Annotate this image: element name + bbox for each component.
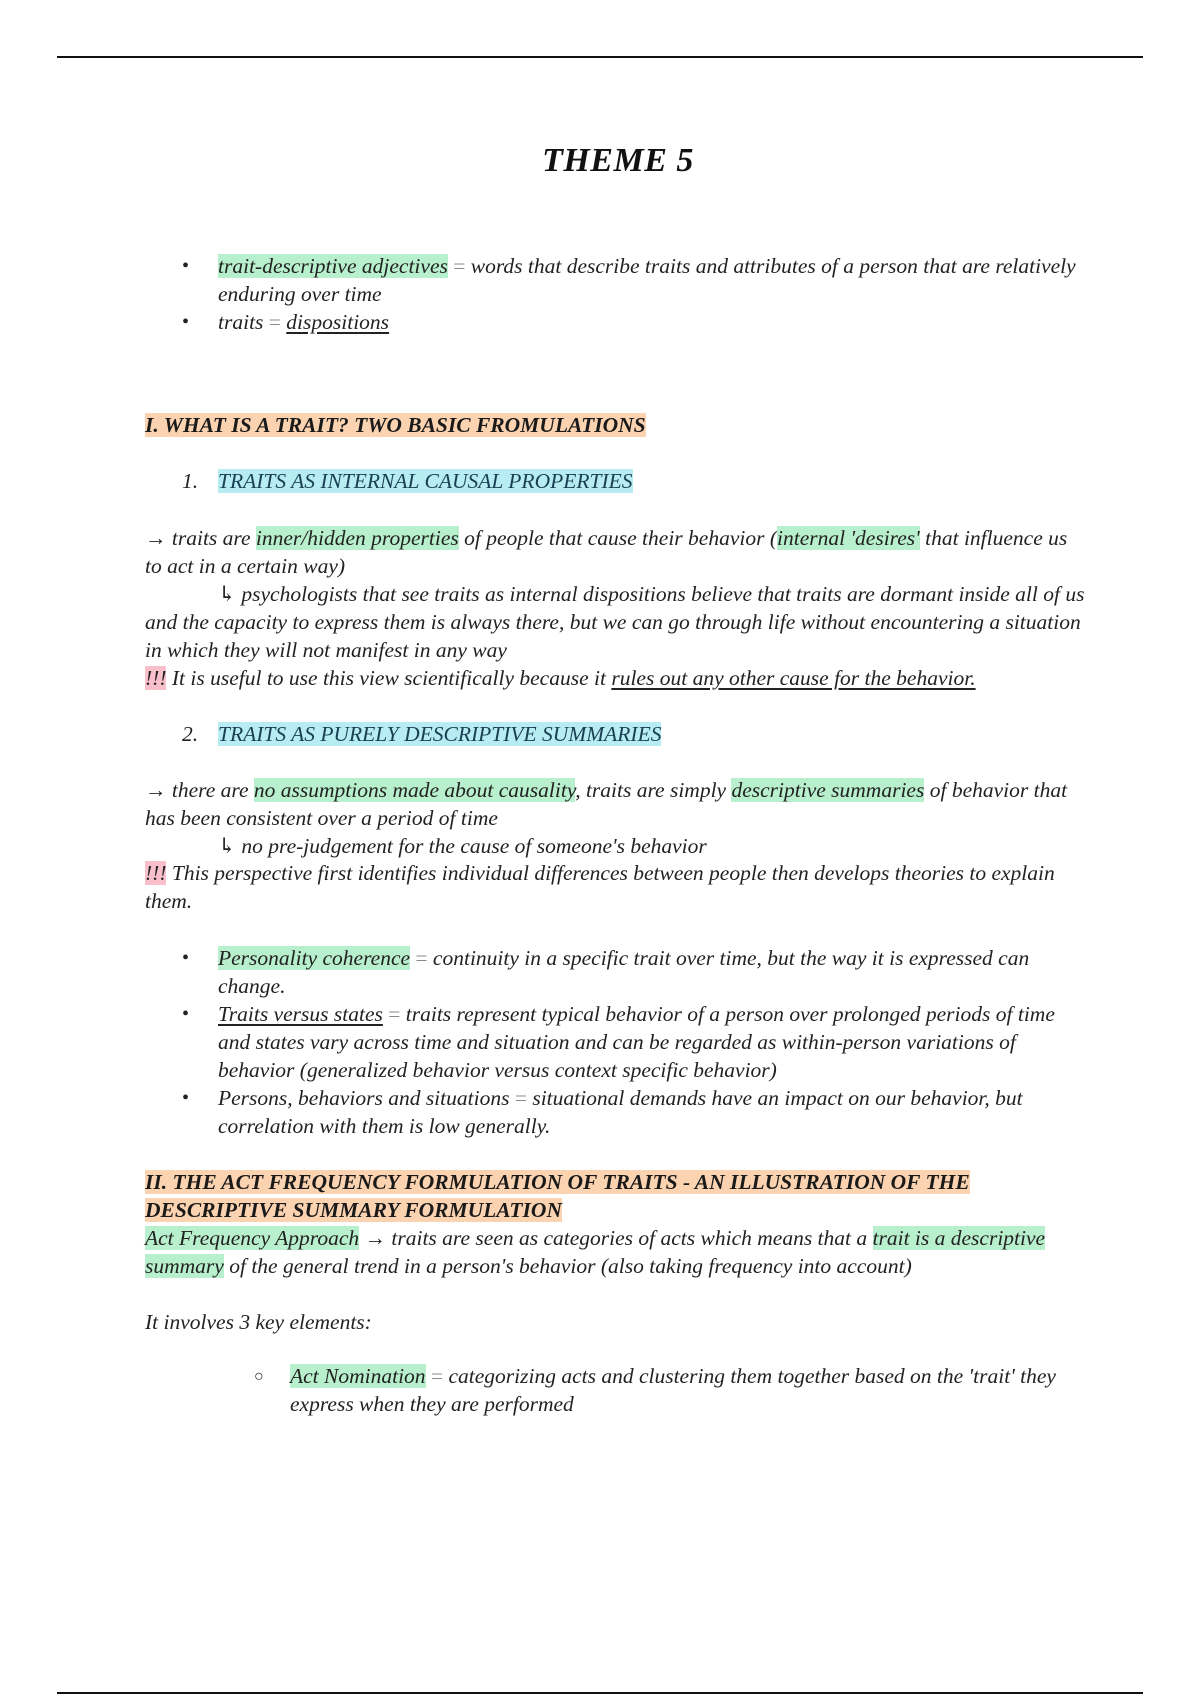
bullet-icon: • (182, 1003, 190, 1025)
subsection-number: 1. (182, 469, 199, 493)
equals-sign: = (268, 310, 281, 334)
subsection-heading (182, 720, 661, 748)
term: Persons, behaviors and situations (218, 1086, 510, 1110)
footer-rule (57, 1692, 1143, 1694)
definition: dispositions (286, 310, 390, 334)
paragraph: !!! It is useful to use this view scientifically because it rules out any other cause for the behavior. (145, 666, 976, 690)
list-item (182, 1000, 1078, 1084)
term: traits (218, 310, 264, 334)
section-heading: I. WHAT IS A TRAIT? TWO BASIC FROMULATIONS (145, 413, 646, 437)
definition: categorizing acts and clustering them together based on the 'trait' they express when they are performed (290, 1364, 1056, 1416)
section-heading: II. THE ACT FREQUENCY FORMULATION OF TRAITS - AN ILLUSTRATION OF THE DESCRIPTIVE SUMMARY FORMULATION (145, 1170, 970, 1222)
term: Personality coherence (218, 946, 411, 970)
paragraph: ↳ no pre-judgement for the cause of someone's behavior (218, 834, 707, 858)
equals-sign: = (388, 1002, 401, 1026)
definition: continuity in a specific trait over time, but the way it is expressed can change. (218, 946, 1030, 998)
definition: situational demands have an impact on our behavior, but correlation with them is low generally. (218, 1086, 1023, 1138)
equals-sign: = (415, 946, 428, 970)
bullet-icon: • (182, 311, 190, 333)
header-rule (57, 56, 1143, 58)
paragraph: ↳ psychologists that see traits as internal dispositions believe that traits are dormant inside all of us and the capacity to express them is always there, but we can go through life without encountering a situation in which they will not manifest in any way (145, 582, 1085, 662)
equals-sign: = (430, 1364, 444, 1388)
term: Traits versus states (218, 1002, 383, 1026)
definition: words that describe traits and attributes of a person that are relatively enduring over time (218, 254, 1076, 306)
term: Act Nomination (290, 1364, 426, 1388)
list-item (182, 252, 1078, 308)
important-mark: !!! (145, 861, 167, 885)
list-item (254, 1362, 1080, 1418)
paragraph: → traits are inner/hidden properties of people that cause their behavior (internal 'desires' that influence us to act in a certain way) (145, 526, 1068, 578)
bullet-icon: • (182, 947, 190, 969)
page-title: THEME 5 (542, 142, 694, 179)
definition: traits represent typical behavior of a person over prolonged periods of time and states vary across time and situation and can be regarded as within-person variations of behavior (generalized behavior versus context specific behavior) (218, 1002, 1055, 1082)
subsection-title: TRAITS AS INTERNAL CAUSAL PROPERTIES (218, 469, 633, 493)
list-item (182, 944, 1078, 1000)
circle-bullet-icon: ○ (254, 1368, 264, 1385)
sub-bullet-list (254, 1362, 1080, 1418)
subsection-heading (182, 467, 633, 495)
paragraph: → there are no assumptions made about causality, traits are simply descriptive summaries of behavior that has been consistent over a period of time (145, 778, 1068, 830)
equals-sign: = (514, 1086, 527, 1110)
intro-bullet-list (182, 252, 1078, 336)
bullet-icon: • (182, 255, 190, 277)
paragraph: Act Frequency Approach → traits are seen as categories of acts which means that a trait is a descriptive summary of the general trend in a person's behavior (also taking frequency into account) (145, 1226, 1046, 1278)
list-item (182, 1084, 1078, 1140)
bullet-icon: • (182, 1087, 190, 1109)
bullet-list (182, 944, 1078, 1140)
equals-sign: = (453, 254, 466, 278)
term: trait-descriptive adjectives (218, 254, 448, 278)
subsection-number: 2. (182, 722, 199, 746)
list-item (182, 308, 1078, 336)
paragraph: !!! This perspective first identifies individual differences between people then develops theories to explain them. (145, 861, 1055, 913)
important-mark: !!! (145, 666, 167, 690)
paragraph: It involves 3 key elements: (145, 1310, 372, 1334)
subsection-title: TRAITS AS PURELY DESCRIPTIVE SUMMARIES (218, 722, 662, 746)
